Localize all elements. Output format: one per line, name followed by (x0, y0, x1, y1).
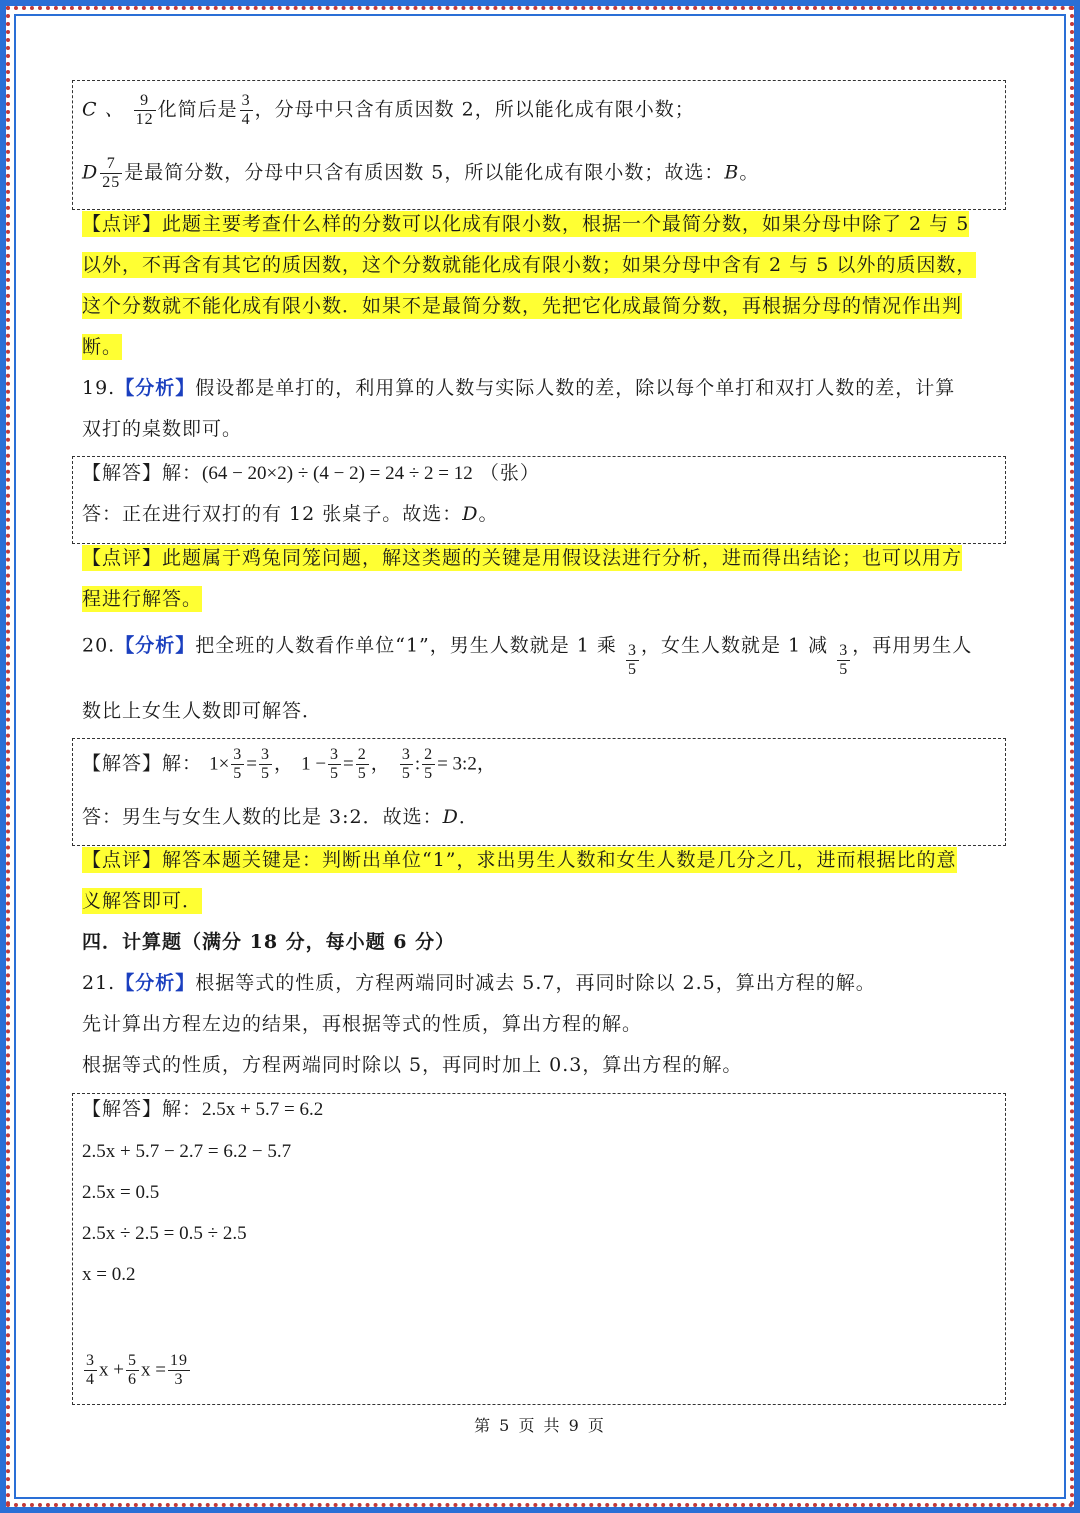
q20-answer-line-2: 答：男生与女生人数的比是 3:2．故选：D． (82, 806, 479, 828)
fraction: $\frac{3}{5}$ (839, 642, 849, 678)
fraction: $\frac{3}{5}$ (627, 642, 637, 678)
fraction: $\frac{7}{25}$ (102, 155, 121, 191)
q20-analysis-line-2: 数比上女生人数即可解答． (82, 700, 323, 722)
q21-eq-2: 2.5x + 5.7 − 2.7 = 6.2 − 5.7 (82, 1141, 292, 1162)
q21-answer-line-1: 【解答】解：2.5x + 5.7 = 6.2 (82, 1098, 324, 1120)
q21-analysis-line-2: 先计算出方程左边的结果，再根据等式的性质，算出方程的解。 (82, 1013, 643, 1035)
fraction: $\frac{3}{4}$ (86, 1352, 95, 1388)
review-20-line-1: 【点评】解答本题关键是：判断出单位“1”，求出男生人数和女生人数是几分之几，进而根据比的意 (82, 849, 957, 871)
fraction: $\frac{3}{5}$ (330, 746, 340, 782)
q21-analysis-line-3: 根据等式的性质，方程两端同时除以 5，再同时加上 0.3，算出方程的解。 (82, 1054, 743, 1076)
q21-eq-3: 2.5x = 0.5 (82, 1182, 160, 1203)
q21-eq-6: $\frac{3}{4}$ x + $\frac{5}{6}$ x = $\frac{19}{3}$ (86, 1352, 188, 1388)
fraction: $\frac{2}{5}$ (424, 746, 434, 782)
q20-answer-line-1: 【解答】解： 1× $\frac{3}{5}$ = $\frac{3}{5}$ ， 1 − $\frac{3}{5}$ = $\frac{2}{5}$ ， $\frac{3}{5}$ : $\frac{2}{5}$ = 3:2， (82, 746, 497, 782)
page-footer: 第 5 页 共 9 页 (474, 1416, 606, 1435)
fraction: $\frac{5}{6}$ (127, 1352, 137, 1388)
fraction: $\frac{19}{3}$ (169, 1352, 188, 1388)
fraction: $\frac{9}{12}$ (135, 92, 154, 128)
q21-eq-4: 2.5x ÷ 2.5 = 0.5 ÷ 2.5 (82, 1223, 247, 1244)
fraction: $\frac{3}{4}$ (241, 92, 251, 128)
q21-eq-5: x = 0.2 (82, 1264, 136, 1285)
review-18-line-2: 以外，不再含有其它的质因数，这个分数就能化成有限小数；如果分母中含有 2 与 5 以外的质因数， (82, 254, 977, 276)
answer-line-d: D $\frac{7}{25}$ 是最简分数，分母中只含有质因数 5，所以能化成有限小数；故选：B。 (82, 155, 760, 191)
q19-analysis-line-2: 双打的桌数即可。 (82, 418, 243, 440)
q19-analysis-line-1: 19.【分析】假设都是单打的，利用算的人数与实际人数的差，除以每个单打和双打人数的差，计算 (82, 377, 956, 399)
review-18-line-4: 断。 (82, 336, 123, 358)
fraction: $\frac{3}{5}$ (401, 746, 411, 782)
review-18-line-3: 这个分数就不能化成有限小数．如果不是最简分数，先把它化成最简分数，再根据分母的情况作出判 (82, 295, 963, 317)
review-19-line-2: 程进行解答。 (82, 588, 203, 610)
review-20-line-2: 义解答即可． (82, 890, 203, 912)
answer-line-c: C 、 $\frac{9}{12}$ 化简后是 $\frac{3}{4}$ ，分母中只含有质因数 2，所以能化成有限小数； (82, 92, 695, 128)
fraction: $\frac{3}{5}$ (261, 746, 270, 782)
fraction: $\frac{3}{5}$ (233, 746, 243, 782)
q19-answer-line-2: 答：正在进行双打的有 12 张桌子。故选：D。 (82, 503, 499, 525)
q20-analysis-line-1: 20.【分析】把全班的人数看作单位“1”，男生人数就是 1 乘 $\frac{3}{5}$ ，女生人数就是 1 减 $\frac{3}{5}$ ，再用男生人 (82, 634, 973, 678)
q21-analysis-line-1: 21.【分析】根据等式的性质，方程两端同时减去 5.7，再同时除以 2.5，算出方程的解。 (82, 972, 876, 994)
q19-answer-line-1: 【解答】解：(64 − 20×2) ÷ (4 − 2) = 24 ÷ 2 = 12 （张） (82, 462, 540, 484)
fraction: $\frac{2}{5}$ (357, 746, 367, 782)
review-19-line-1: 【点评】此题属于鸡兔同笼问题，解这类题的关键是用假设法进行分析，进而得出结论；也可以用方 (82, 547, 963, 569)
review-18-line-1: 【点评】此题主要考查什么样的分数可以化成有限小数，根据一个最简分数，如果分母中除了 2 与 5 (82, 213, 970, 235)
section-heading: 四．计算题（满分 18 分，每小题 6 分） (82, 931, 456, 953)
